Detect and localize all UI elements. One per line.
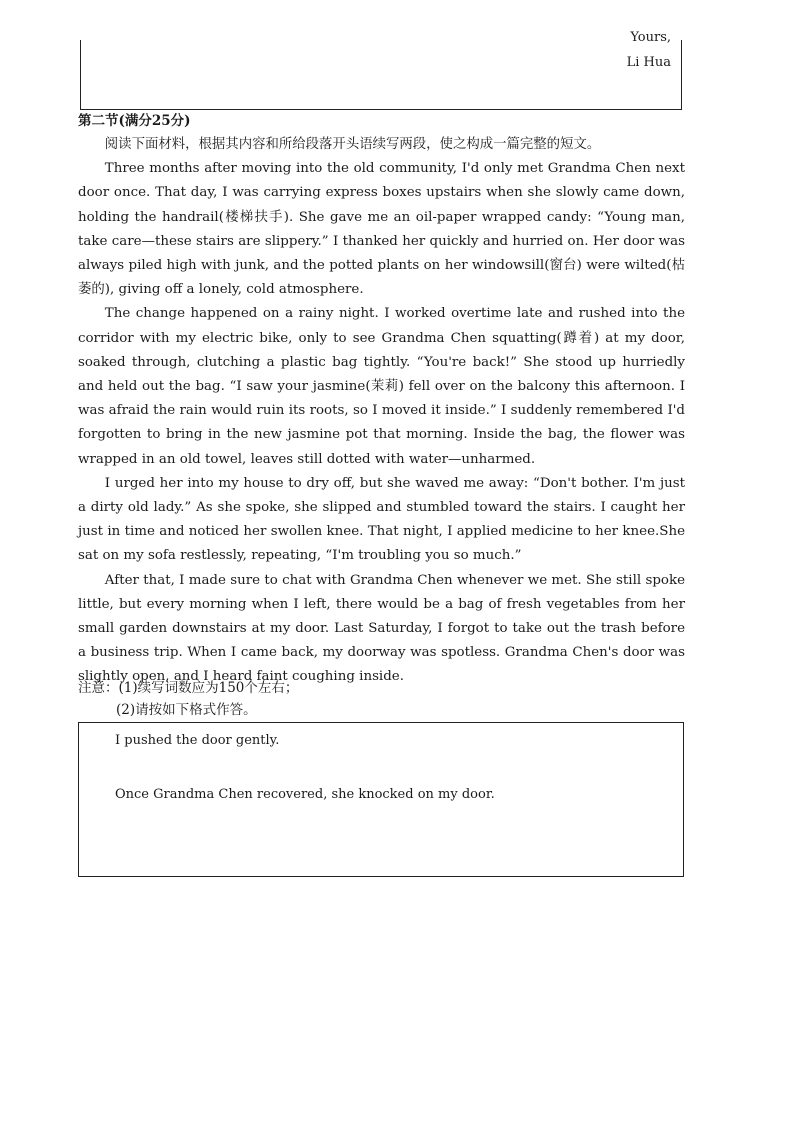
letter-answer-box	[80, 30, 682, 110]
passage-paragraph-2: The change happened on a rainy night. I worked overtime late and rushed into the corridor with my electric bike, only to see Grandma Chen squatting(蹲着) at my door, soaked through, clutching a plastic bag tightly. “You're back!” She stood up hurriedly and held out the bag. “I saw your jasmine(茉莉) fell over on the balcony this afternoon. I was afraid the rain would ruin its roots, so I moved it inside.” I suddenly remembered I'd forgotten to bring in the new jasmine pot that morning. Inside the bag, the flower was wrapped in an old towel, leaves still dotted with water—unharmed.	[78, 306, 685, 467]
passage	[78, 133, 685, 690]
section-instruction: 阅读下面材料，根据其内容和所给段落开头语续写两段，使之构成一篇完整的短文。	[104, 137, 601, 152]
closing-name: Li Hua	[626, 55, 671, 70]
passage-paragraph-1: Three months after moving into the old community, I'd only met Grandma Chen next door once. That day, I was carrying express boxes upstairs when she slowly came down, holding the handrail(楼梯扶手). She gave me an oil-paper wrapped candy: “Young man, take care—these stairs are slippery.” I thanked her quickly and hurried on. Her door was always piled high with junk, and the potted plants on her windowsill(窗台) were wilted(枯萎的), giving off a lonely, cold atmosphere.	[78, 161, 685, 298]
closing-yours-partial: Yours,	[630, 30, 671, 45]
writing-notes	[78, 677, 298, 721]
paragraph-starter-2: Once Grandma Chen recovered, she knocked on my door.	[115, 787, 495, 802]
passage-paragraph-4: After that, I made sure to chat with Grandma Chen whenever we met. She still spoke little, but every morning when I left, there would be a bag of fresh vegetables from her small garden downstairs at my door. Last Saturday, I forgot to take out the trash before a business trip. When I came back, my doorway was spotless. Grandma Chen's door was slightly open, and I heard faint coughing inside.	[78, 572, 685, 685]
passage-paragraph-3: I urged her into my house to dry off, but she waved me away: “Don't bother. I'm just a dirty old lady.” As she spoke, she slipped and stumbled toward the stairs. I caught her just in time and noticed her swollen knee. That night, I applied medicine to her knee.She sat on my sofa restlessly, repeating, “I'm troubling you so much.”	[78, 475, 685, 564]
section-title: 第二节(满分25分)	[78, 113, 191, 129]
paragraph-starter-1: I pushed the door gently.	[115, 733, 280, 748]
note-line-2: (2)请按如下格式作答。	[116, 702, 257, 718]
note-line-1: 注意：(1)续写词数应为150个左右；	[78, 680, 299, 696]
continuation-answer-box	[78, 722, 684, 877]
letter-closing	[626, 30, 671, 74]
